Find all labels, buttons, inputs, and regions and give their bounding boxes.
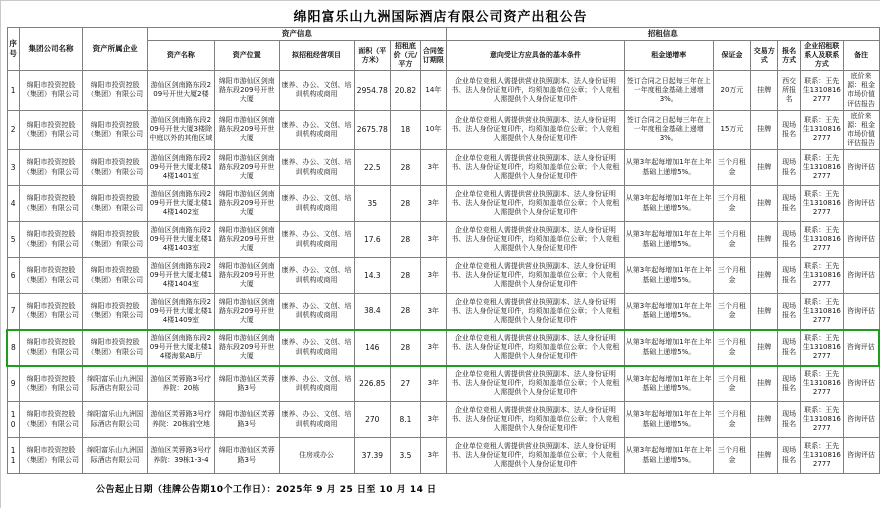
- asset-rental-table: [6, 27, 880, 474]
- cell-trade[interactable]: 挂牌: [751, 438, 778, 474]
- cell-remark[interactable]: 咨询评估: [843, 330, 879, 366]
- cell-group-company[interactable]: 绵阳市投资控股（集团）有限公司: [19, 402, 83, 438]
- header-planned-project[interactable]: 拟招租经营项目: [279, 41, 354, 71]
- cell-project[interactable]: 康养、办公、文创、培训机构或商用: [279, 150, 354, 186]
- cell-location[interactable]: 绵阳市游仙区芙蓉路3号: [215, 366, 280, 402]
- header-remark[interactable]: 备注: [843, 41, 879, 71]
- cell-increase[interactable]: 从第3年起每增加1年在上年基础上递增5%。: [624, 186, 713, 222]
- cell-location[interactable]: 绵阳市游仙区芙蓉路3号: [215, 402, 280, 438]
- header-asset-name[interactable]: 资产名称: [147, 41, 214, 71]
- cell-seq[interactable]: 2: [7, 110, 19, 149]
- cell-price[interactable]: 28: [391, 330, 421, 366]
- cell-deposit[interactable]: 15万元: [713, 110, 750, 149]
- cell-trade[interactable]: 挂牌: [751, 402, 778, 438]
- cell-group-company[interactable]: 绵阳市投资控股（集团）有限公司: [19, 186, 83, 222]
- cell-remark[interactable]: 底价来源：租金市场价值评估报告: [843, 110, 879, 149]
- cell-contact[interactable]: 联系：王先生13108162777: [800, 366, 843, 402]
- cell-conditions[interactable]: 企业单位竞租人需提供营业执照副本、法人身份证明书、法人身份证复印件，均须加盖单位公章；个人竞租人需提供个人身份证复印件: [446, 71, 624, 110]
- cell-group-company[interactable]: 绵阳市投资控股（集团）有限公司: [19, 438, 83, 474]
- cell-location[interactable]: 绵阳市游仙区剑南路东段209号开世大厦: [215, 222, 280, 258]
- cell-trade[interactable]: 挂牌: [751, 71, 778, 110]
- cell-term[interactable]: 3年: [420, 402, 446, 438]
- cell-price[interactable]: 28: [391, 186, 421, 222]
- table-row: [7, 258, 879, 294]
- cell-trade[interactable]: 挂牌: [751, 258, 778, 294]
- cell-contact[interactable]: 联系：王先生13108162777: [800, 110, 843, 149]
- cell-area[interactable]: 22.5: [354, 150, 391, 186]
- cell-remark[interactable]: 咨询评估: [843, 150, 879, 186]
- cell-group-company[interactable]: 绵阳市投资控股（集团）有限公司: [19, 222, 83, 258]
- cell-group-company[interactable]: 绵阳市投资控股（集团）有限公司: [19, 150, 83, 186]
- cell-conditions[interactable]: 企业单位竞租人需提供营业执照副本、法人身份证明书、法人身份证复印件，均须加盖单位公章；个人竞租人需提供个人身份证复印件: [446, 110, 624, 149]
- cell-location[interactable]: 绵阳市游仙区剑南路东段209号开世大厦: [215, 294, 280, 330]
- cell-seq[interactable]: 8: [7, 330, 19, 366]
- cell-signup[interactable]: 西交所报名: [778, 71, 801, 110]
- header-signup-method[interactable]: 报名方式: [778, 41, 801, 71]
- cell-project[interactable]: 康养、办公、文创、培训机构或商用: [279, 402, 354, 438]
- cell-signup[interactable]: 现场报名: [778, 438, 801, 474]
- cell-group-company[interactable]: 绵阳市投资控股（集团）有限公司: [19, 258, 83, 294]
- cell-conditions[interactable]: 企业单位竞租人需提供营业执照副本、法人身份证明书、法人身份证复印件，均须加盖单位公章；个人竞租人需提供个人身份证复印件: [446, 150, 624, 186]
- cell-contact[interactable]: 联系：王先生13108162777: [800, 222, 843, 258]
- cell-owner[interactable]: 绵阳富乐山九洲国际酒店有限公司: [83, 366, 148, 402]
- cell-location[interactable]: 绵阳市游仙区剑南路东段209号开世大厦: [215, 186, 280, 222]
- header-group-asset-info[interactable]: 资产信息: [147, 28, 446, 41]
- cell-deposit[interactable]: 三个月租金: [713, 366, 750, 402]
- header-conditions[interactable]: 意向受让方应具备的基本条件: [446, 41, 624, 71]
- cell-owner[interactable]: 绵阳市投资控股（集团）有限公司: [83, 330, 148, 366]
- cell-seq[interactable]: 1: [7, 71, 19, 110]
- cell-name[interactable]: 游仙区芙蓉路3号疗养院：39栋1-3-4: [147, 438, 214, 474]
- cell-increase[interactable]: 从第3年起每增加1年在上年基础上递增5%。: [624, 366, 713, 402]
- cell-signup[interactable]: 现场报名: [778, 330, 801, 366]
- announcement-period-note: 公告起止日期（挂牌公告期10个工作日）：2025年 9 月 25 日至 10 月 14 日: [96, 485, 437, 496]
- cell-location[interactable]: 绵阳市游仙区剑南路东段209号开世大厦: [215, 258, 280, 294]
- cell-deposit[interactable]: 三个月租金: [713, 222, 750, 258]
- cell-conditions[interactable]: 企业单位竞租人需提供营业执照副本、法人身份证明书、法人身份证复印件，均须加盖单位公章；个人竞租人需提供个人身份证复印件: [446, 222, 624, 258]
- table-row: [7, 110, 879, 149]
- cell-name[interactable]: 游仙区剑南路东段209号开世大厦北楼14楼1409室: [147, 294, 214, 330]
- cell-group-company[interactable]: 绵阳市投资控股（集团）有限公司: [19, 294, 83, 330]
- cell-contact[interactable]: 联系：王先生13108162777: [800, 258, 843, 294]
- cell-project[interactable]: 住房或办公: [279, 438, 354, 474]
- cell-increase[interactable]: 从第3年起每增加1年在上年基础上递增5%。: [624, 402, 713, 438]
- cell-seq[interactable]: 10: [7, 402, 19, 438]
- cell-price[interactable]: 28: [391, 222, 421, 258]
- cell-signup[interactable]: 现场报名: [778, 366, 801, 402]
- cell-seq[interactable]: 4: [7, 186, 19, 222]
- table-row: [7, 402, 879, 438]
- cell-group-company[interactable]: 绵阳市投资控股（集团）有限公司: [19, 330, 83, 366]
- cell-deposit[interactable]: 三个月租金: [713, 330, 750, 366]
- cell-trade[interactable]: 挂牌: [751, 150, 778, 186]
- table-row: [7, 222, 879, 258]
- cell-owner[interactable]: 绵阳市投资控股（集团）有限公司: [83, 186, 148, 222]
- cell-group-company[interactable]: 绵阳市投资控股（集团）有限公司: [19, 366, 83, 402]
- cell-term[interactable]: 14年: [420, 71, 446, 110]
- cell-contact[interactable]: 联系：王先生13108162777: [800, 294, 843, 330]
- cell-contact[interactable]: 联系：王先生13108162777: [800, 438, 843, 474]
- cell-remark[interactable]: 咨询评估: [843, 222, 879, 258]
- cell-group-company[interactable]: 绵阳市投资控股（集团）有限公司: [19, 71, 83, 110]
- cell-owner[interactable]: 绵阳市投资控股（集团）有限公司: [83, 294, 148, 330]
- cell-name[interactable]: 游仙区剑南路东段209号开世大厦2楼: [147, 71, 214, 110]
- header-trade-method[interactable]: 交易方式: [751, 41, 778, 71]
- cell-price[interactable]: 3.5: [391, 438, 421, 474]
- header-group-rental-info[interactable]: 招租信息: [446, 28, 879, 41]
- cell-increase[interactable]: 从第3年起每增加1年在上年基础上递增5%。: [624, 150, 713, 186]
- cell-term[interactable]: 3年: [420, 438, 446, 474]
- cell-area[interactable]: 146: [354, 330, 391, 366]
- cell-deposit[interactable]: 三个月租金: [713, 438, 750, 474]
- cell-price[interactable]: 28: [391, 294, 421, 330]
- cell-name[interactable]: 游仙区芙蓉路3号疗养院：20栋前空地: [147, 402, 214, 438]
- cell-deposit[interactable]: 三个月租金: [713, 258, 750, 294]
- cell-price[interactable]: 8.1: [391, 402, 421, 438]
- cell-project[interactable]: 康养、办公、文创、培训机构或商用: [279, 110, 354, 149]
- cell-signup[interactable]: 现场报名: [778, 222, 801, 258]
- cell-conditions[interactable]: 企业单位竞租人需提供营业执照副本、法人身份证明书、法人身份证复印件，均须加盖单位公章；个人竞租人需提供个人身份证复印件: [446, 402, 624, 438]
- page-title: 绵阳富乐山九洲国际酒店有限公司资产出租公告: [293, 10, 588, 25]
- cell-conditions[interactable]: 企业单位竞租人需提供营业执照副本、法人身份证明书、法人身份证复印件，均须加盖单位公章；个人竞租人需提供个人身份证复印件: [446, 330, 624, 366]
- cell-name[interactable]: 游仙区芙蓉路3号疗养院：20栋: [147, 366, 214, 402]
- header-contract-term[interactable]: 合同签订期限: [420, 41, 446, 71]
- header-rent-increase[interactable]: 租金递增率: [624, 41, 713, 71]
- cell-remark[interactable]: 咨询评估: [843, 186, 879, 222]
- cell-area[interactable]: 2954.78: [354, 71, 391, 110]
- cell-name[interactable]: 游仙区剑南路东段209号开世大厦北楼14楼1402室: [147, 186, 214, 222]
- cell-project[interactable]: 康养、办公、文创、培训机构或商用: [279, 186, 354, 222]
- table-row: [7, 330, 879, 366]
- cell-increase[interactable]: 从第3年起每增加1年在上年基础上递增5%。: [624, 222, 713, 258]
- cell-term[interactable]: 3年: [420, 330, 446, 366]
- cell-price[interactable]: 18: [391, 110, 421, 149]
- cell-price[interactable]: 27: [391, 366, 421, 402]
- cell-trade[interactable]: 挂牌: [751, 366, 778, 402]
- cell-increase[interactable]: 从第3年起每增加1年在上年基础上递增5%。: [624, 330, 713, 366]
- cell-project[interactable]: 康养、办公、文创、培训机构或商用: [279, 258, 354, 294]
- cell-conditions[interactable]: 企业单位竞租人需提供营业执照副本、法人身份证明书、法人身份证复印件，均须加盖单位公章；个人竞租人需提供个人身份证复印件: [446, 366, 624, 402]
- cell-location[interactable]: 绵阳市游仙区剑南路东段209号开世大厦: [215, 71, 280, 110]
- cell-location[interactable]: 绵阳市游仙区芙蓉路3号: [215, 438, 280, 474]
- cell-owner[interactable]: 绵阳市投资控股（集团）有限公司: [83, 222, 148, 258]
- cell-term[interactable]: 3年: [420, 258, 446, 294]
- cell-area[interactable]: 270: [354, 402, 391, 438]
- cell-trade[interactable]: 挂牌: [751, 186, 778, 222]
- header-asset-owner[interactable]: 资产所属企业: [83, 28, 148, 71]
- cell-price[interactable]: 20.82: [391, 71, 421, 110]
- cell-remark[interactable]: 咨询评估: [843, 294, 879, 330]
- cell-signup[interactable]: 现场报名: [778, 402, 801, 438]
- cell-signup[interactable]: 现场报名: [778, 150, 801, 186]
- cell-area[interactable]: 226.85: [354, 366, 391, 402]
- cell-area[interactable]: 35: [354, 186, 391, 222]
- cell-name[interactable]: 游仙区剑南路东段209号开世大厦北楼14楼1404室: [147, 258, 214, 294]
- table-row: [7, 294, 879, 330]
- cell-owner[interactable]: 绵阳市投资控股（集团）有限公司: [83, 150, 148, 186]
- header-deposit[interactable]: 保证金: [713, 41, 750, 71]
- cell-deposit[interactable]: 三个月租金: [713, 402, 750, 438]
- cell-remark[interactable]: 咨询评估: [843, 402, 879, 438]
- cell-conditions[interactable]: 企业单位竞租人需提供营业执照副本、法人身份证明书、法人身份证复印件，均须加盖单位公章；个人竞租人需提供个人身份证复印件: [446, 186, 624, 222]
- cell-trade[interactable]: 挂牌: [751, 222, 778, 258]
- cell-project[interactable]: 康养、办公、文创、培训机构或商用: [279, 71, 354, 110]
- cell-owner[interactable]: 绵阳富乐山九洲国际酒店有限公司: [83, 438, 148, 474]
- cell-contact[interactable]: 联系：王先生13108162777: [800, 330, 843, 366]
- cell-area[interactable]: 14.3: [354, 258, 391, 294]
- table-row: [7, 186, 879, 222]
- cell-contact[interactable]: 联系：王先生13108162777: [800, 71, 843, 110]
- cell-increase[interactable]: 从第3年起每增加1年在上年基础上递增5%。: [624, 294, 713, 330]
- header-asset-location[interactable]: 资产位置: [215, 41, 280, 71]
- cell-deposit[interactable]: 三个月租金: [713, 150, 750, 186]
- cell-project[interactable]: 康养、办公、文创、培训机构或商用: [279, 330, 354, 366]
- cell-contact[interactable]: 联系：王先生13108162777: [800, 402, 843, 438]
- cell-deposit[interactable]: 三个月租金: [713, 294, 750, 330]
- cell-seq[interactable]: 6: [7, 258, 19, 294]
- cell-signup[interactable]: 现场报名: [778, 110, 801, 149]
- cell-term[interactable]: 3年: [420, 222, 446, 258]
- header-base-price[interactable]: 招租底价（元/平方: [391, 41, 421, 71]
- cell-owner[interactable]: 绵阳市投资控股（集团）有限公司: [83, 71, 148, 110]
- table-header: [7, 28, 879, 71]
- cell-signup[interactable]: 现场报名: [778, 186, 801, 222]
- cell-remark[interactable]: 咨询评估: [843, 366, 879, 402]
- cell-conditions[interactable]: 企业单位竞租人需提供营业执照副本、法人身份证明书、法人身份证复印件，均须加盖单位公章；个人竞租人需提供个人身份证复印件: [446, 294, 624, 330]
- header-area[interactable]: 面积（平方米）: [354, 41, 391, 71]
- cell-remark[interactable]: 咨询评估: [843, 258, 879, 294]
- cell-trade[interactable]: 挂牌: [751, 330, 778, 366]
- cell-project[interactable]: 康养、办公、文创、培训机构或商用: [279, 294, 354, 330]
- cell-term[interactable]: 3年: [420, 294, 446, 330]
- table-row: [7, 71, 879, 110]
- cell-price[interactable]: 28: [391, 258, 421, 294]
- cell-increase[interactable]: 签订合同之日起每三年在上一年度租金基础上递增3%。: [624, 110, 713, 149]
- header-contact[interactable]: 企业招租联系人及联系方式: [800, 41, 843, 71]
- cell-signup[interactable]: 现场报名: [778, 294, 801, 330]
- cell-increase[interactable]: 从第3年起每增加1年在上年基础上递增5%。: [624, 258, 713, 294]
- cell-seq[interactable]: 9: [7, 366, 19, 402]
- cell-area[interactable]: 2675.78: [354, 110, 391, 149]
- header-group-company[interactable]: 集团公司名称: [19, 28, 83, 71]
- cell-signup[interactable]: 现场报名: [778, 258, 801, 294]
- cell-increase[interactable]: 从第3年起每增加1年在上年基础上递增5%。: [624, 438, 713, 474]
- cell-area[interactable]: 38.4: [354, 294, 391, 330]
- cell-conditions[interactable]: 企业单位竞租人需提供营业执照副本、法人身份证明书、法人身份证复印件，均须加盖单位公章；个人竞租人需提供个人身份证复印件: [446, 438, 624, 474]
- cell-trade[interactable]: 挂牌: [751, 110, 778, 149]
- cell-project[interactable]: 康养、办公、文创、培训机构或商用: [279, 222, 354, 258]
- cell-conditions[interactable]: 企业单位竞租人需提供营业执照副本、法人身份证明书、法人身份证复印件，均须加盖单位公章；个人竞租人需提供个人身份证复印件: [446, 258, 624, 294]
- cell-location[interactable]: 绵阳市游仙区剑南路东段209号开世大厦: [215, 110, 280, 149]
- table-row: [7, 438, 879, 474]
- cell-price[interactable]: 28: [391, 150, 421, 186]
- cell-location[interactable]: 绵阳市游仙区剑南路东段209号开世大厦: [215, 150, 280, 186]
- cell-term[interactable]: 3年: [420, 186, 446, 222]
- cell-location[interactable]: 绵阳市游仙区剑南路东段209号开世大厦: [215, 330, 280, 366]
- cell-seq[interactable]: 11: [7, 438, 19, 474]
- cell-area[interactable]: 17.6: [354, 222, 391, 258]
- cell-seq[interactable]: 5: [7, 222, 19, 258]
- cell-trade[interactable]: 挂牌: [751, 294, 778, 330]
- cell-name[interactable]: 游仙区剑南路东段209号开世大厦北楼14楼1403室: [147, 222, 214, 258]
- cell-deposit[interactable]: 20万元: [713, 71, 750, 110]
- cell-project[interactable]: 康养、办公、文创、培训机构或商用: [279, 366, 354, 402]
- cell-group-company[interactable]: 绵阳市投资控股（集团）有限公司: [19, 110, 83, 149]
- cell-term[interactable]: 3年: [420, 150, 446, 186]
- cell-remark[interactable]: 咨询评估: [843, 438, 879, 474]
- cell-owner[interactable]: 绵阳市投资控股（集团）有限公司: [83, 110, 148, 149]
- header-seq[interactable]: 序号: [7, 28, 19, 71]
- cell-owner[interactable]: 绵阳富乐山九洲国际酒店有限公司: [83, 402, 148, 438]
- cell-term[interactable]: 10年: [420, 110, 446, 149]
- table-row: [7, 150, 879, 186]
- cell-contact[interactable]: 联系：王先生13108162777: [800, 150, 843, 186]
- cell-seq[interactable]: 7: [7, 294, 19, 330]
- cell-contact[interactable]: 联系：王先生13108162777: [800, 186, 843, 222]
- cell-term[interactable]: 3年: [420, 366, 446, 402]
- cell-increase[interactable]: 签订合同之日起每三年在上一年度租金基础上递增3%。: [624, 71, 713, 110]
- cell-name[interactable]: 游仙区剑南路东段209号开世大厦北楼14楼1401室: [147, 150, 214, 186]
- cell-deposit[interactable]: 三个月租金: [713, 186, 750, 222]
- cell-remark[interactable]: 底价来源：租金市场价值评估报告: [843, 71, 879, 110]
- table-row: [7, 366, 879, 402]
- cell-name[interactable]: 游仙区剑南路东段209号开世大厦3楼除中庭以外的其他区域: [147, 110, 214, 149]
- table-body: [7, 71, 879, 474]
- cell-seq[interactable]: 3: [7, 150, 19, 186]
- cell-area[interactable]: 37.39: [354, 438, 391, 474]
- cell-name[interactable]: 游仙区剑南路东段209号开世大厦北楼14楼海棠AB厅: [147, 330, 214, 366]
- cell-owner[interactable]: 绵阳市投资控股（集团）有限公司: [83, 258, 148, 294]
